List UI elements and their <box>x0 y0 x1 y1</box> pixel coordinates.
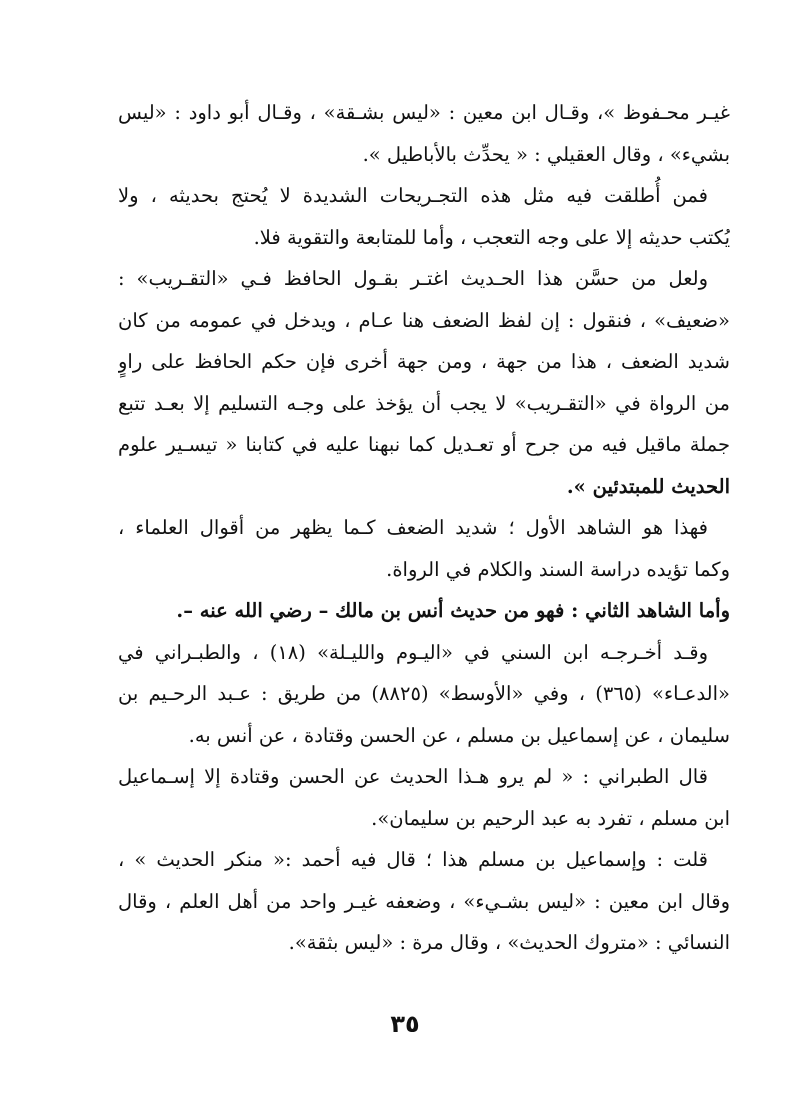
text-line: فهذا هو الشاهد الأول ؛ شديد الضعف كـما يظهر من أقوال العلماء ، <box>118 516 708 539</box>
paragraph-3-cont <box>118 300 730 508</box>
paragraph-8-cont <box>118 881 730 964</box>
text-line: قلت : وإسماعيل بن مسلم هذا ؛ قال فيه أحمد :« منكر الحديث » ، <box>118 848 708 871</box>
paragraph-4-cont <box>118 549 730 591</box>
paragraph-2-cont <box>118 217 730 259</box>
paragraph-1 <box>118 92 730 175</box>
paragraph-6 <box>118 632 730 674</box>
text-line: النسائي : «متروك الحديث» ، وقال مرة : «ليس بثقة». <box>288 931 730 954</box>
text-line: غيـر محـفوظ »، وقـال ابن معين : «ليس بشـقة» ، وقـال أبو داود : «ليس <box>118 101 730 124</box>
page-number: ٣٥ <box>390 1010 420 1038</box>
text-line: بشيء» ، وقال العقيلي : « يحدِّث بالأباطيل ». <box>362 142 730 166</box>
text-line: فمن أُطلقت فيه مثل هذه التجـريحات الشديدة لا يُحتج بحديثه ، ولا <box>118 184 708 207</box>
paragraph-7 <box>118 756 730 798</box>
text-line: قال الطبراني : « لم يرو هـذا الحديث عن الحسن وقتادة إلا إسـماعيل <box>118 765 708 788</box>
page-body <box>118 92 730 964</box>
text-line: وقال ابن معين : «ليس بشـيء» ، وضعفه غيـر واحد من أهل العلم ، وقال <box>118 889 730 913</box>
text-line: شديد الضعف ، هذا من جهة ، ومن جهة أخرى فإن حكم الحافظ على راوٍ <box>118 350 730 373</box>
paragraph-4 <box>118 507 730 549</box>
text-line: وكما تؤيده دراسة السند والكلام في الرواة. <box>386 557 730 581</box>
text-line: جملة ماقيل فيه من جرح أو تعـديل كما نبهنا عليه في كتابنا « تيسـير علوم <box>118 433 730 456</box>
text-line: سليمان ، عن إسماعيل بن مسلم ، عن الحسن وقتادة ، عن أنس به. <box>188 723 730 747</box>
text-line: ولعل من حسَّن هذا الحـديث اغتـر بقـول الحافظ فـي «التقـريب» : <box>118 267 708 290</box>
paragraph-2 <box>118 175 730 217</box>
text-line: الحديث للمبتدئين ». <box>566 474 730 498</box>
paragraph-8 <box>118 839 730 881</box>
text-line: وقـد أخـرجـه ابن السني في «اليـوم والليـلة» (١٨) ، والطبـراني في <box>118 640 708 664</box>
text-line: «الدعـاء» (٣٦٥) ، وفي «الأوسط» (٨٨٢٥) من طريق : عـبد الرحـيم بن <box>118 682 730 705</box>
text-line: «ضعيف» ، فنقول : إن لفظ الضعف هنا عـام ، ويدخل في عمومه من كان <box>118 308 730 332</box>
paragraph-6-cont <box>118 673 730 756</box>
paragraph-7-cont <box>118 798 730 840</box>
text-line: وأما الشاهد الثاني : فهو من حديث أنس بن مالك – رضي الله عنه –. <box>176 599 730 622</box>
text-line: ابن مسلم ، تفرد به عبد الرحيم بن سليمان». <box>371 806 730 830</box>
text-line: يُكتب حديثه إلا على وجه التعجب ، وأما للمتابعة والتقوية فلا. <box>253 225 730 249</box>
paragraph-3 <box>118 258 730 300</box>
section-heading <box>118 590 730 632</box>
text-line: من الرواة في «التقـريب» لا يجب أن يؤخذ على وجـه التسليم إلا بعـد تتبع <box>118 391 730 415</box>
